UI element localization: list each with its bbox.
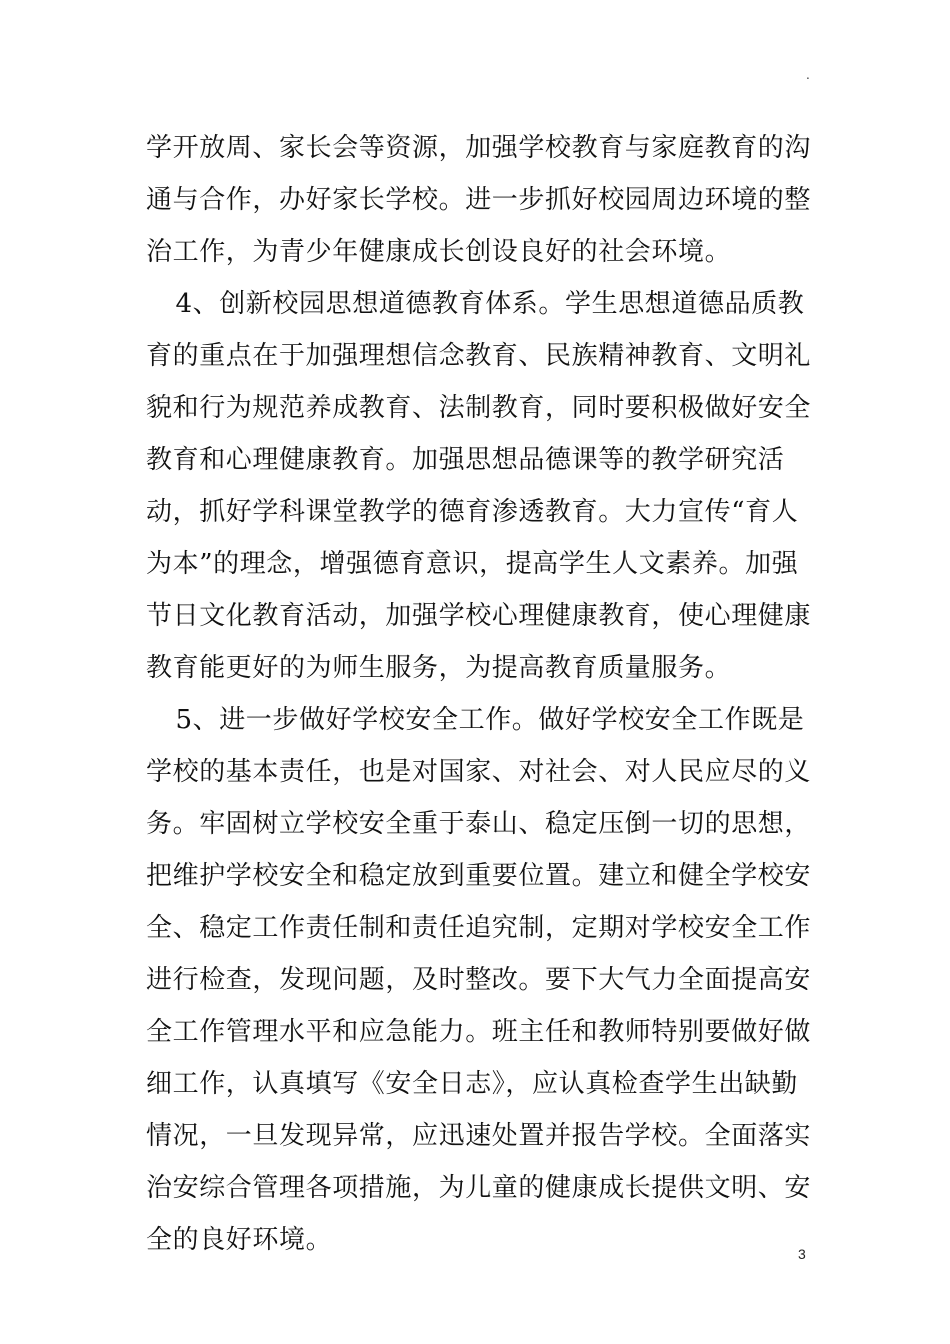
paragraph-4-first-line: 4、创新校园思想道德教育体系。学生思想道德品质教 — [140, 289, 805, 319]
body-line: 为本”的理念，增强德育意识，提高学生人文素养。加强 — [146, 549, 799, 579]
body-line: 全的良好环境。 — [146, 1225, 333, 1255]
body-line: 学开放周、家长会等资源，加强学校教育与家庭教育的沟 — [146, 133, 812, 163]
body-line: 全、稳定工作责任制和责任追究制，定期对学校安全工作 — [146, 913, 812, 943]
body-line: 育的重点在于加强理想信念教育、民族精神教育、文明礼 — [146, 341, 812, 371]
header-mark: . — [806, 68, 810, 82]
body-line: 学校的基本责任，也是对国家、对社会、对人民应尽的义 — [146, 757, 812, 787]
body-line: 治安综合管理各项措施，为儿童的健康成长提供文明、安 — [146, 1173, 812, 1203]
body-line: 务。牢固树立学校安全重于泰山、稳定压倒一切的思想， — [146, 809, 812, 839]
page-number: 3 — [798, 1246, 806, 1262]
body-line: 进行检查，发现问题，及时整改。要下大气力全面提高安 — [146, 965, 812, 995]
body-line: 全工作管理水平和应急能力。班主任和教师特别要做好做 — [146, 1017, 812, 1047]
body-line: 教育能更好的为师生服务，为提高教育质量服务。 — [146, 653, 732, 683]
body-line: 把维护学校安全和稳定放到重要位置。建立和健全学校安 — [146, 861, 812, 891]
body-line: 教育和心理健康教育。加强思想品德课等的教学研究活 — [146, 445, 785, 475]
body-line: 情况，一旦发现异常，应迅速处置并报告学校。全面落实 — [146, 1121, 812, 1151]
body-line: 貌和行为规范养成教育、法制教育，同时要积极做好安全 — [146, 393, 812, 423]
body-line: 治工作，为青少年健康成长创设良好的社会环境。 — [146, 237, 732, 267]
body-line: 通与合作，办好家长学校。进一步抓好校园周边环境的整 — [146, 185, 812, 215]
body-line: 节日文化教育活动，加强学校心理健康教育，使心理健康 — [146, 601, 812, 631]
body-line: 动，抓好学科课堂教学的德育渗透教育。大力宣传“育人 — [146, 497, 799, 527]
body-line: 细工作，认真填写《安全日志》，应认真检查学生出缺勤 — [146, 1069, 799, 1099]
paragraph-5-first-line: 5、进一步做好学校安全工作。做好学校安全工作既是 — [140, 705, 805, 735]
